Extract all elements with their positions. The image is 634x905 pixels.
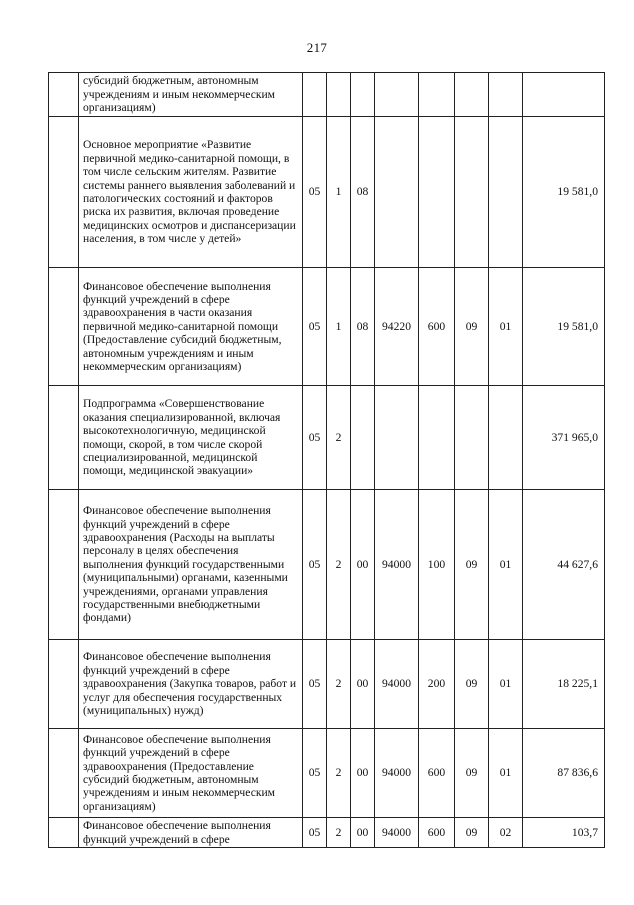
pr-code-cell: 1 xyxy=(327,117,351,268)
amount-cell: 87 836,6 xyxy=(523,729,605,818)
csr-code-cell: 94000 xyxy=(375,640,419,729)
table-body xyxy=(49,73,605,848)
row-name-text: Финансовое обеспечение выполнения функций учреждений в сфере здравоохранения (Закупка товаров, работ и услуг для обеспечения государственных (муниципальных) нужд) xyxy=(83,650,297,718)
row-name-text: Финансовое обеспечение выполнения функций учреждений в сфере xyxy=(83,819,271,846)
row-name-text: Финансовое обеспечение выполнения функций учреждений в сфере здравоохранения в части оказания первичной медико-санитарной помощи (Предоставление субсидий бюджетным, автономным учреждениям и иным некоммерческим организациям) xyxy=(83,279,282,374)
vr-code-cell: 600 xyxy=(419,818,455,848)
csr-code-cell: 94000 xyxy=(375,818,419,848)
ved1-code-cell: 09 xyxy=(455,490,489,640)
row-name-text: субсидий бюджетным, автономным учреждениям и иным некоммерческим организациям) xyxy=(83,74,276,115)
csr-program-cell: 00 xyxy=(351,640,375,729)
ved2-code-cell: 01 xyxy=(489,729,523,818)
amount-cell: 371 965,0 xyxy=(523,386,605,490)
pr-code-cell: 2 xyxy=(327,490,351,640)
csr-code-cell: 94000 xyxy=(375,729,419,818)
row-blank-cell xyxy=(49,117,79,268)
pr-code-cell: 2 xyxy=(327,640,351,729)
row-blank-cell xyxy=(49,268,79,386)
amount-cell: 18 225,1 xyxy=(523,640,605,729)
row-name-cell xyxy=(79,490,303,640)
ved1-code-cell: 09 xyxy=(455,729,489,818)
ved1-code-cell xyxy=(455,386,489,490)
table-row xyxy=(49,117,605,268)
rz-code-cell: 05 xyxy=(303,268,327,386)
table-row xyxy=(49,73,605,117)
ved1-code-cell: 09 xyxy=(455,640,489,729)
row-name-text: Финансовое обеспечение выполнения функций учреждений в сфере здравоохранения (Предоставление субсидий бюджетным, автономным учреждениям и иным некоммерческим организациям) xyxy=(83,732,276,813)
csr-program-cell xyxy=(351,386,375,490)
vr-code-cell xyxy=(419,386,455,490)
page-number: 217 xyxy=(306,40,328,55)
csr-program-cell xyxy=(351,73,375,117)
csr-code-cell xyxy=(375,73,419,117)
rz-code-cell: 05 xyxy=(303,818,327,848)
row-name-text: Основное мероприятие «Развитие первичной медико-санитарной помощи, в том числе сельским жителям. Развитие системы раннего выявления заболеваний и патологических состояний и факторов риска их развития, включая проведение медицинских осмотров и диспансеризации населения, в том числе у детей» xyxy=(83,138,296,246)
row-blank-cell xyxy=(49,73,79,117)
row-blank-cell xyxy=(49,386,79,490)
pr-code-cell: 1 xyxy=(327,268,351,386)
ved1-code-cell: 09 xyxy=(455,268,489,386)
row-blank-cell xyxy=(49,729,79,818)
csr-code-cell xyxy=(375,386,419,490)
amount-cell: 44 627,6 xyxy=(523,490,605,640)
vr-code-cell: 600 xyxy=(419,729,455,818)
ved1-code-cell: 09 xyxy=(455,818,489,848)
amount-cell: 19 581,0 xyxy=(523,117,605,268)
csr-code-cell xyxy=(375,117,419,268)
row-name-cell xyxy=(79,117,303,268)
row-blank-cell xyxy=(49,490,79,640)
ved2-code-cell xyxy=(489,73,523,117)
ved2-code-cell: 01 xyxy=(489,490,523,640)
vr-code-cell xyxy=(419,73,455,117)
ved1-code-cell xyxy=(455,117,489,268)
budget-table xyxy=(48,72,605,848)
csr-program-cell: 08 xyxy=(351,268,375,386)
csr-code-cell: 94000 xyxy=(375,490,419,640)
row-name-cell xyxy=(79,386,303,490)
ved2-code-cell: 02 xyxy=(489,818,523,848)
csr-program-cell: 00 xyxy=(351,818,375,848)
csr-code-cell: 94220 xyxy=(375,268,419,386)
pr-code-cell: 2 xyxy=(327,729,351,818)
vr-code-cell: 100 xyxy=(419,490,455,640)
vr-code-cell: 600 xyxy=(419,268,455,386)
amount-cell: 19 581,0 xyxy=(523,268,605,386)
table-row xyxy=(49,640,605,729)
csr-program-cell: 00 xyxy=(351,490,375,640)
row-name-text: Финансовое обеспечение выполнения функций учреждений в сфере здравоохранения (Расходы на выплаты персоналу в целях обеспечения выполнения функций государственными (муниципальными) органами, казенными учреждениями, органами управления государственными внебюджетными фондами) xyxy=(83,504,288,625)
rz-code-cell: 05 xyxy=(303,117,327,268)
ved1-code-cell xyxy=(455,73,489,117)
ved2-code-cell xyxy=(489,117,523,268)
amount-cell xyxy=(523,73,605,117)
vr-code-cell: 200 xyxy=(419,640,455,729)
pr-code-cell: 2 xyxy=(327,386,351,490)
row-name-cell xyxy=(79,73,303,117)
pr-code-cell xyxy=(327,73,351,117)
row-name-text: Подпрограмма «Совершенствование оказания специализированной, включая высокотехнологичную, медицинской помощи, скорой, в том числе скорой специализированной, медицинской помощи, медицинской эвакуации» xyxy=(83,397,281,478)
amount-cell: 103,7 xyxy=(523,818,605,848)
table-row xyxy=(49,268,605,386)
table-row xyxy=(49,386,605,490)
row-name-cell xyxy=(79,640,303,729)
rz-code-cell: 05 xyxy=(303,729,327,818)
row-blank-cell xyxy=(49,640,79,729)
ved2-code-cell xyxy=(489,386,523,490)
ved2-code-cell: 01 xyxy=(489,640,523,729)
row-name-cell xyxy=(79,818,303,848)
rz-code-cell xyxy=(303,73,327,117)
pr-code-cell: 2 xyxy=(327,818,351,848)
csr-program-cell: 08 xyxy=(351,117,375,268)
table-row xyxy=(49,818,605,848)
row-blank-cell xyxy=(49,818,79,848)
vr-code-cell xyxy=(419,117,455,268)
row-name-cell xyxy=(79,268,303,386)
rz-code-cell: 05 xyxy=(303,640,327,729)
ved2-code-cell: 01 xyxy=(489,268,523,386)
table-row xyxy=(49,490,605,640)
table-row xyxy=(49,729,605,818)
rz-code-cell: 05 xyxy=(303,490,327,640)
row-name-cell xyxy=(79,729,303,818)
rz-code-cell: 05 xyxy=(303,386,327,490)
csr-program-cell: 00 xyxy=(351,729,375,818)
